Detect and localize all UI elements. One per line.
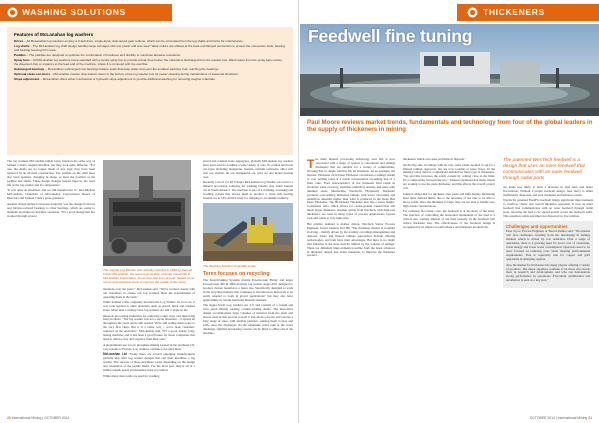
paragraph: Johnson added that for thickener size, paste and high density thickening have quite defined limits, due to the necessity of the rake to be able to move solids. Once the thickener is large, they are not able to handle very high solids concentrations. [403,191,495,208]
left-column-2 [103,160,195,380]
challenges-title: Challenges and opportunities [506,223,568,229]
left-columns [7,160,293,410]
paragraph: thickeners which can cause problems in disposal." [403,157,467,161]
paragraph: Recently a set of 2 x 48 ft Super McLanahan Log Washer was sold to a mineral processing company for washing bauxite clay laden bauxite ore in South America. The machine is part of a crushing, screening and washing system that allows them to produce a clean rich bearing bauxite ore at 53% Al2O3 ready for shipping to an alumina refinery. [203,180,293,201]
feature-text: – All McLanahan log washers come standard with a centre spray bar to provide a final rinse before the material is discharged from the washer box. Wash water from the spray bars carries the dissolved clay or organics to the feed end of the machine, where it is removed with the overflow. [14,57,282,66]
right-col1-text [307,158,395,258]
right-page-number: 21 [588,416,592,420]
paragraph: iterations over the years," McLanahan said. "We've worked closely with our customers to ensure our log washers meet the requirements of operating them in the field." [103,286,195,299]
im-logo-icon [467,7,478,18]
log-washer-historic-photo [103,160,191,266]
pull-quote: The patented WesTech feedwell is a design that uses an inner feedwell that communicates with an outer feedwell through radial ports [503,158,585,181]
feature-lead: Spray bars [14,57,30,62]
paragraph: Peter Joyce, Process Engineer, at Tenova Delkor said: "The market will face challenges resulting from the developing in tailings markets which is driven by cost reduction. Over a range of operations, there is a growing need for lower cost of ownership, lower energy and lower water consumption. Operators need to be more focused on reducing costs while meeting environmental requirements. This is especially true for copper and gold operations in emerging regions. [506,229,590,262]
paragraph: minerals processing industries for removing tough clays and improving final products. "The log washer was not a secret invention – it spread all throughout the years and is still needed. We're still selling them today to the very first cities. But it is a better way – we've been customer-centered on the operation," McLanahan said. "It's a good, sturdy, long-lasting machine, and it has been a good fixture for those companies that need to remove clay and organics from their ores." [103,313,195,342]
mclanahan-text: "Today there are several emerging manufacturers globally that offer log washer designs that call their machines a log washer. The success of those machines varies depending on the design and orientation of the paddle shafts. For the most part, they're all of a similar length, speed and installed slope or position. [103,352,195,373]
paragraph: While Samuel Cable originally invented the Log Washer for iron ore, it was soon applied to other materials, such as gravel, brick and crushed stone. More than a century later, log washers are still a staple in the [103,300,195,312]
left-column-1 [7,160,95,220]
feature-lead: Log shafts [14,43,30,48]
paragraph: Also the market for thickeners has many players offering a variety of products. The major suppliers continue to be those who invest most in research and development, and who can demonstrate strong performance in operations. Flocculant optimisation and automation is seen as a key area." [506,262,590,283]
features-title: Features of McLanahan log washers [14,32,94,37]
left-col1-text [7,160,95,219]
feature-item [14,58,286,66]
feature-item [14,44,286,52]
feature-lead: Paddles [14,52,26,57]
right-column-3 [503,158,593,288]
features-sidebar [7,27,293,155]
right-col3-text [503,186,593,219]
feature-item [14,53,286,57]
left-folio [7,416,69,420]
right-page [300,0,599,423]
left-folio-text: International Mining | OCTOBER 2014 [11,416,70,420]
hero-photo [300,24,599,116]
paragraph: The TerexWashing Systems mobile Powerscreen Finlay and larger Powerscreen 400 & 4000 modular log washer Aggre-Pact designed to produce cleaner material at a faster rate. Specifically designed to work in the recycling industry that continues to become more important to be easily adapted to work in gravel applications" but they also have applicability in certain industrial minerals markets. [203,278,293,302]
challenges-box [503,221,593,288]
historic-machine-illustration [103,160,191,266]
left-col3-text [203,160,293,201]
feature-item [14,39,286,43]
features-body [14,39,286,81]
paragraph: gravel and crushed stone aggregates, globally McLanahan log washers have been sold for washing a wide variety of ores. To combat hard rock ore types including manganite, bauxite, calcium carbonate, silica rich iron ore, marble, tin ore, manganese ore, gold ore and nickel bearing ores. [203,159,293,179]
feature-lead: Optional clean-out doors [14,71,51,76]
feature-lead: Submerged bearings [14,66,45,71]
paragraph: For reducing flocculant costs, the feedwell is at the heart of the issue. The function of controlling the horizontal momentum of the feed is a critical one. Getting dilution of the feed properly in the feedwell will reduce thickener size. The effectiveness of the feedwell design is recognised by its impact on performance and thickener productivity. [403,209,495,230]
article-title: Feedwell fine tuning [308,26,473,46]
paragraph: Another design update to increase longevity was the change from box and friction-collared bearings to roller bearings, which are easier to maintain and improve machine operation. "It's a good design that has worked through several [7,201,95,218]
challenges-text [506,230,590,283]
feature-text: – The paddles are designed to optimise the combination of hardness and ductility to maximise abrasive resistance. [25,52,181,57]
feature-text: – McLanahan offers either mechanical or hydraulic slope adjustment to provide additional washing for removing tougher materials. [39,76,216,81]
paragraph: he main mineral processing technology area that is now associated with a range of options is concentrate and tailings thickeners that are suitable for a variety of commodities, showing that no single solution fits all situations. As an example, the Outotec Thickener 2014 Paste Thickener can thicken a tailings stream to over settling point at a solids concentration exceeding that of a filter cake. Feed characteristics of the thickener feed result in moderate water recovery, equalises underflow density, and paste with minimal stress. Meanwhile, WesTech's Hi-Density Thickener produces over-settling thickened tailings with lower viscosities and underflow densities higher than what is produced in the Deep Bed Paste Thickener. The Hi-Density Thickener also has a lower height-to-diameter ratio, which allows for on-the-ground construction and much larger diameters. Another option from WesTech, with high-rate thickeners, are used in many types of process applications, bypass rock and solids at very high rates. [307,157,395,221]
washing-plant-photo [203,203,293,261]
left-col3-text-2 [203,279,293,336]
left-col2-mclanahan [103,353,195,378]
right-col2-text [403,158,495,230]
right-column-2 [403,158,495,232]
mclanahan-continued: While many more units are used for washing [103,373,160,378]
paragraph: "It was quite an invention, and we still manufacture it," said Michael McLanahan, Chairman of McLanahan Corporation's Board of Directors and Samuel Cable's great-grandson. [7,188,95,201]
right-folio-text: OCTOBER 2014 | International Mining [529,416,588,420]
right-column-1 [307,158,395,260]
feature-item [14,67,286,71]
washing-plant-illustration [203,203,293,261]
mclanahan-lead: McLanahan Ltd [103,352,127,357]
section-header-label: WASHING SOLUTIONS [22,7,126,17]
section-header-washing [0,4,172,21]
feature-text: – McLanahan custom drop-bottom doors in the bottom of the log washer box for easier cleaning during maintenance or seasonal shutdown. [50,71,239,76]
left-page-number: 20 [7,416,11,420]
paragraph: On the flip side, in tailings with its own, some plants decided to opt for a filtered tailings approach, but are now looking at paste flows. In the industry today there is a significant demand for these type of thickeners. "We said that increases the solids content by coming close to the limit. It's a compromise between the two." Johnson explained that many clients are looking to use the paste thickener, and this affects the overall project cost. [403,162,495,191]
feature-item [14,77,286,81]
feature-text: – All McLanahan log washers employ a V-belt drive, single-input, dual-output gear reducer, which can be uncoupled from the log shafts and frame for maintenance. [23,39,244,43]
plant-photo-caption: The Washing Solution of sandfin screw [203,264,256,269]
im-logo-icon [7,7,18,18]
section-header-thickeners [457,4,599,21]
paragraph: A predominant use is now phosphate mining located in the northeast US, very notable is Florida. Log washers continue to be used there. [103,342,195,351]
feature-text: – The McLanahan log shaft design handles large tonnages with low power and less wear. Wear collars are utilised at the feed-end flanged connection to protect the connection bolts, bearing and bearing housing from wear. [14,43,286,52]
paragraph: The log washers McLanahan builds today function the same way as Samuel Cable's original machine, but they look quite different. "For one, the shafts are no longer made of tree logs; they have been replaced by an all-steel construction. The paddles on the shaft have also been updated, changing in shape, as have the position of the paddles and shafts. These design changes helped improve the wear life of the log washer and its components." [7,159,95,187]
feature-item [14,72,286,76]
feature-lead: Slope adjustment [14,76,40,81]
terex-subhead: Terex focuses on recycling [203,271,270,278]
paragraph: The Aggre-Scrub Log washers are 4 ft and consists of a trough and twin spiral mixing rotating counter-rotating shafts. The innovative design accommodates large volumes of material from the plant and moves used in this process to hold it and allows process and tolerate a long range of sizes, with suitable particles, causing them to float and settle once the discharges via the adjustable water rake or the water discharge. Optimal dewatering screens can be fitted to either end of the machine. [203,303,293,336]
left-column-3 [203,160,293,338]
article-standfirst: Paul Moore reviews market trends, fundamentals and technology from four of the global leaders in the supply of thickeners in mining [307,119,593,134]
paragraph: But relative demand is market driven. WesTech Senior Process Engineer, Jerald Johnson told IM: "The thickener market is certainly evolving – mainly driven by the scrutiny on tailings management and disposal. Paste and filtered tailings approaches include offering technologies, and both have their advantages. But there is no doubt that filtration is the most heavily limited by the volume of tailings. There are definitely improvements possible from the latest advances in thickener design and better materials, to improve the thickener product. [307,221,395,258]
feature-lead: Drives [14,39,24,43]
left-page [0,0,299,423]
historic-photo-caption: The original Log Washer was actually invented in 1835 by Samuel Calvin McLanahan, the second generation of family ownership in McLanahan Corporation. To remove clay from ground, helped some of iron and extracted stone to improve the quality of the stone. [103,268,195,284]
right-folio [530,416,592,420]
drop-cap: T [307,156,315,171]
section-header-label: THICKENERS [483,7,545,17]
paragraph: ore made less likely to have a decrease in feed rates and better flocculation. Without a proper feedwell design, feed slurry is either inefficiently dispersed, and poor thickener performance results. [503,184,593,197]
right-columns [307,158,593,411]
paragraph: WesTech's patented EvenFlo feedwell brings significant improvements to overflow clarity and overall thickener operation. It uses an inner feedwell that communicates with an outer feedwell through radial ports, allowing the feed to be spread evenly across the feedwell walls. This equalises solids and improves dispersal for flocculation. [503,198,593,218]
feature-text: – McLanahan submerged rear bearings feature seals that keep water and even the smallest particles from reaching the bearings. [44,66,220,71]
left-col2-text [103,288,195,313]
left-col2-text-continued [103,315,195,352]
